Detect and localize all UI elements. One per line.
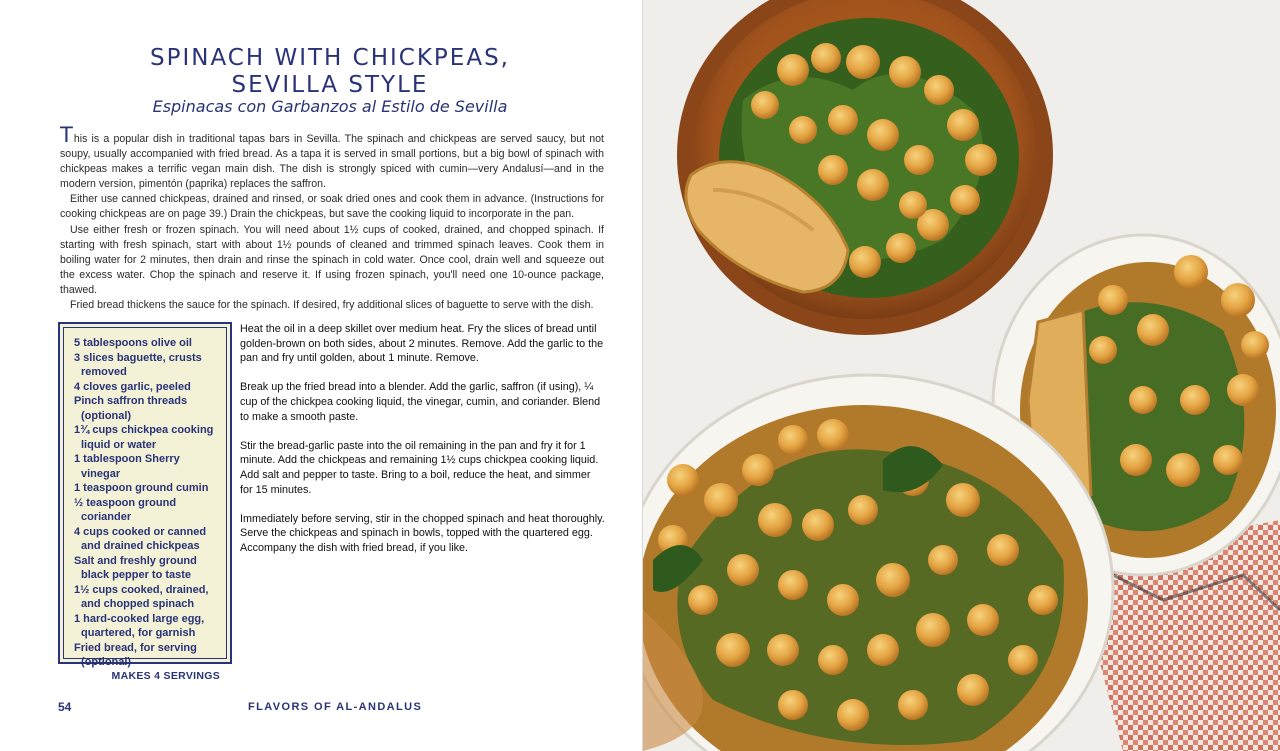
drop-cap: T [60,123,73,147]
intro-paragraph-3: Use either fresh or frozen spinach. You will need about 1½ cups of cooked, drained, and chopped spinach. If starting with fresh spinach, start with about 1½ pounds of cleaned and trimmed spinach leaves. Cook them in boiling water for 2 minutes, then drain and rinse the spinach in cold water. Once cool, drain well and squeeze out the excess water. Chop the spinach and reserve it. If using frozen spinach, you'll need one 10-ounce package, thawed. [60,223,604,296]
recipe-title-line-2: SEVILLA STYLE [231,72,429,98]
ingredients-box [58,322,232,682]
ingredient-item: 1 hard-cooked large egg, quartered, for garnish [74,612,205,639]
method-step: Stir the bread-garlic paste into the oil remaining in the pan and fry it for 1 minute. Add the chickpeas and remaining 1½ cups chickpea cooking liquid. Add salt and pepper to taste. Bring to a boil, reduce the heat, and simmer for 15 minutes. [240,439,599,496]
intro-paragraph-4: Fried bread thickens the sauce for the spinach. If desired, fry additional slices of baguette to serve with the dish. [70,299,594,312]
ingredients-list [63,327,227,682]
ingredient-item: 4 cloves garlic, peeled [74,380,191,393]
ingredient-item: ½ teaspoon ground coriander [74,496,177,523]
method-step: Immediately before serving, stir in the chopped spinach and heat thoroughly. Serve the chickpeas and spinach in bowls, topped with the quartered egg. Accompany the dish with fried bread, if you like. [240,512,605,554]
ingredient-item: 1 teaspoon ground cumin [74,482,209,494]
ingredient-item: Salt and freshly ground black pepper to taste [74,554,197,581]
recipe-subtitle: Espinacas con Garbanzos al Estilo de Sevilla [152,97,508,116]
food-photo [643,0,1280,751]
ingredient-item: 1½ cups cooked, drained, and chopped spinach [74,583,209,610]
ingredient-item: 3 slices baguette, crusts removed [74,351,202,378]
ingredient-item: 1 tablespoon Sherry vinegar [74,453,180,480]
running-head: FLAVORS OF AL-ANDALUS [248,701,423,713]
ingredient-item: 1¾ cups chickpea cooking liquid or water [74,424,214,451]
intro-paragraph-2: Either use canned chickpeas, drained and rinsed, or soak dried ones and cook them in advance. (Instructions for cooking chickpeas are on page 39.) Drain the chickpeas, but save the cooking liquid to incorporate in the pan. [60,193,604,221]
ingredient-item: Fried bread, for serving (optional) [74,641,197,668]
method-steps [240,322,606,570]
recipe-title-line-1: SPINACH WITH CHICKPEAS, [150,45,510,71]
intro-text [60,123,604,313]
ingredient-item: 5 tablespoons olive oil [74,337,192,349]
intro-paragraph-1-text: his is a popular dish in traditional tapas bars in Sevilla. The spinach and chickpeas are served saucy, but not soupy, usually accompanied with fried bread. As a tapa it is served in small portions, but a big bowl of spinach with chickpeas makes a terrific vegan main dish. The dish is strongly spiced with cumin—very Andalusí—and in the modern version, pimentón (paprika) replaces the saffron. [60,133,604,191]
method-step: Heat the oil in a deep skillet over medium heat. Fry the slices of bread until golden-brown on both sides, about 2 minutes. Remove. Add the garlic to the pan and fry until golden, about 1 minute. Remove. [240,323,604,365]
intro-paragraph-1 [60,123,604,192]
method-step: Break up the fried bread into a blender. Add the garlic, saffron (if using), ¼ cup of the chickpea cooking liquid, the vinegar, cumin, and coriander. Blend to make a smooth paste. [240,381,601,423]
servings-yield: MAKES 4 SERVINGS [111,669,220,682]
right-page [643,0,1280,751]
ingredient-item: Pinch saffron threads (optional) [74,395,188,422]
page-number: 54 [58,700,72,714]
ingredient-item: 4 cups cooked or canned and drained chickpeas [74,525,207,552]
